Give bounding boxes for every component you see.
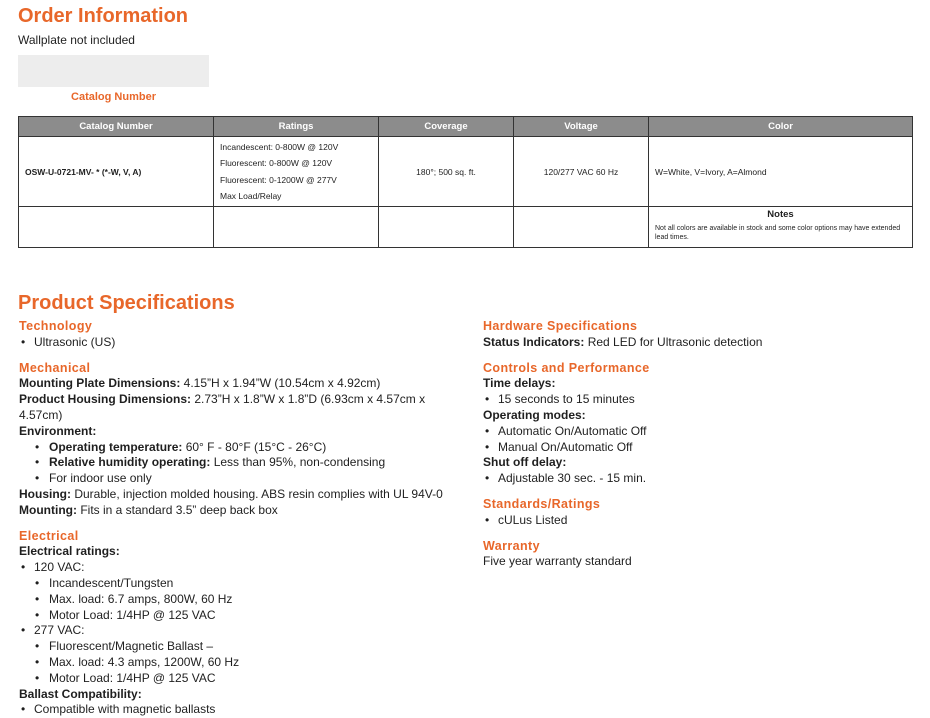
rating-line: Fluorescent: 0-1200W @ 277V [220, 174, 337, 185]
notes-title: Notes [767, 209, 794, 220]
list-item: • cULus Listed [483, 513, 913, 529]
col-header-catalog: Catalog Number [19, 117, 214, 137]
list-item: • Max. load: 4.3 amps, 1200W, 60 Hz [19, 655, 469, 671]
empty-cell [214, 207, 379, 248]
list-item: • Manual On/Automatic Off [483, 440, 913, 456]
cell-color: W=White, V=Ivory, A=Almond [649, 137, 913, 207]
list-item: • 15 seconds to 15 minutes [483, 392, 913, 408]
list-item: • Motor Load: 1/4HP @ 125 VAC [19, 671, 469, 687]
cell-notes [649, 207, 913, 248]
empty-cell [514, 207, 649, 248]
col-header-voltage: Voltage [514, 117, 649, 137]
warranty-text: Five year warranty standard [483, 554, 632, 569]
col-header-ratings: Ratings [214, 117, 379, 137]
list-item: • For indoor use only [19, 471, 469, 487]
electrical-heading: Electrical [19, 528, 79, 543]
standards-heading: Standards/Ratings [483, 496, 601, 511]
list-item: • 277 VAC: [19, 623, 469, 639]
rating-line: Fluorescent: 0-800W @ 120V [220, 158, 333, 168]
controls-heading: Controls and Performance [483, 360, 650, 375]
list-item: • Automatic On/Automatic Off [483, 424, 913, 440]
spec-line: Mounting: Fits in a standard 3.5” deep back box [19, 502, 278, 517]
operating-modes-label: Operating modes: [483, 407, 586, 422]
list-item: • 120 VAC: [19, 560, 469, 576]
empty-cell [379, 207, 514, 248]
list-item: • Operating temperature: 60° F - 80°F (15°C - 26°C) [19, 440, 469, 456]
col-header-color: Color [649, 117, 913, 137]
specs-left-column [19, 319, 469, 718]
order-table [18, 116, 913, 248]
catalog-number-label: Catalog Number [71, 91, 156, 103]
table-header-row [19, 117, 913, 137]
specs-right-column [483, 319, 913, 570]
empty-cell [19, 207, 214, 248]
warranty-heading: Warranty [483, 538, 540, 553]
hardware-heading: Hardware Specifications [483, 319, 638, 333]
rating-line: Incandescent: 0-800W @ 120V [220, 141, 339, 152]
notes-text: Not all colors are available in stock and some color options may have extended lead times. [655, 225, 901, 241]
spec-line: Status Indicators: Red LED for Ultrasonic detection [483, 334, 763, 349]
technology-heading: Technology [19, 319, 93, 333]
list-item: • Incandescent/Tungsten [19, 576, 469, 592]
spec-line: Mounting Plate Dimensions: 4.15”H x 1.94”W (10.54cm x 4.92cm) [19, 376, 381, 391]
product-specifications-title: Product Specifications [18, 292, 235, 314]
table-row [19, 137, 913, 207]
spec-line: Product Housing Dimensions: 2.73”H x 1.8”W x 1.8”D (6.93cm x 4.57cm x 4.57cm) [19, 392, 426, 422]
list-item: • Relative humidity operating: Less than 95%, non-condensing [19, 455, 469, 471]
list-item: • Ultrasonic (US) [19, 335, 469, 351]
catalog-number-field[interactable] [18, 55, 209, 87]
cell-voltage: 120/277 VAC 60 Hz [514, 137, 649, 207]
environment-label: Environment: [19, 423, 97, 438]
list-item: • Adjustable 30 sec. - 15 min. [483, 471, 913, 487]
order-information-title: Order Information [18, 5, 189, 27]
shutoff-delay-label: Shut off delay: [483, 455, 567, 470]
list-item: • Max. load: 6.7 amps, 800W, 60 Hz [19, 592, 469, 608]
list-item: • Motor Load: 1/4HP @ 125 VAC [19, 608, 469, 624]
cell-catalog: OSW-U-0721-MV- * (*-W, V, A) [19, 137, 214, 207]
electrical-ratings-label: Electrical ratings: [19, 544, 120, 559]
col-header-coverage: Coverage [379, 117, 514, 137]
cell-ratings [214, 137, 379, 207]
time-delays-label: Time delays: [483, 376, 556, 391]
rating-line: Max Load/Relay [220, 191, 282, 201]
spec-line: Housing: Durable, injection molded housing. ABS resin complies with UL 94V-0 [19, 486, 443, 501]
wallplate-note: Wallplate not included [18, 33, 135, 47]
cell-coverage: 180°; 500 sq. ft. [379, 137, 514, 207]
list-item: • Compatible with magnetic ballasts [19, 702, 469, 718]
mechanical-heading: Mechanical [19, 360, 91, 375]
list-item: • Fluorescent/Magnetic Ballast – [19, 639, 469, 655]
table-row-empty [19, 207, 913, 248]
ballast-label: Ballast Compatibility: [19, 686, 142, 701]
